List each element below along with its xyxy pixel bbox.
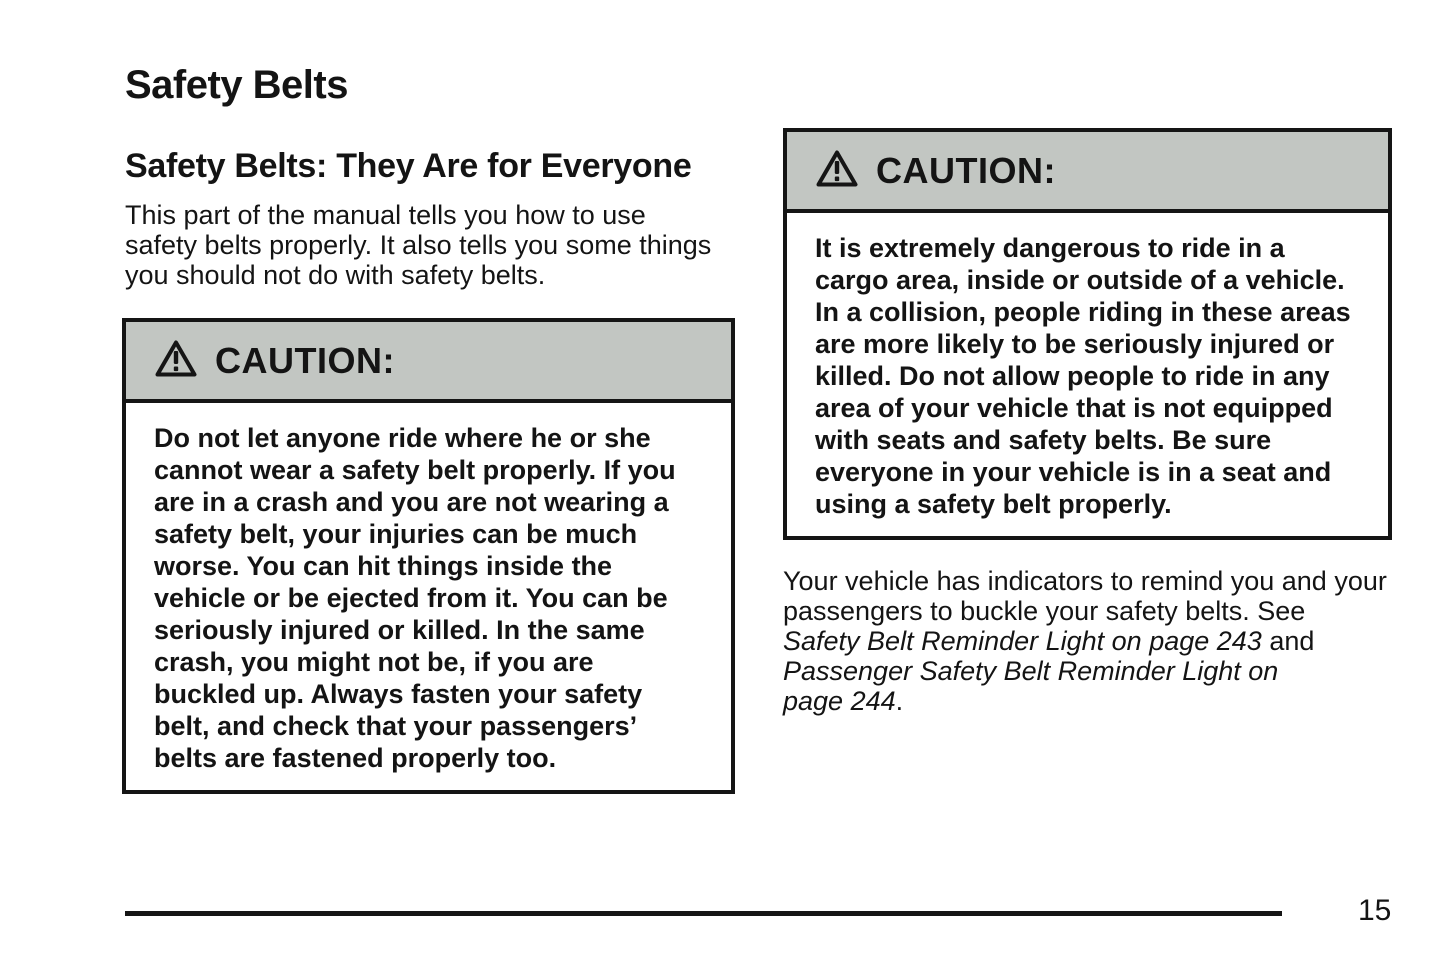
- page-number: 15: [1358, 894, 1392, 927]
- cross-reference-passenger-reminder-page: page 244: [783, 686, 896, 716]
- page-title: Safety Belts: [125, 63, 348, 107]
- section-heading: Safety Belts: They Are for Everyone: [125, 147, 692, 185]
- caution-box-right: [783, 128, 1392, 540]
- caution-box-left: [122, 318, 735, 794]
- footer-divider: [125, 911, 1282, 916]
- reminder-paragraph: [783, 566, 1388, 716]
- intro-paragraph: This part of the manual tells you how to use safety belts properly. It also tells you some things you should not do with safety belts.: [125, 200, 712, 290]
- caution-body-text: It is extremely dangerous to ride in a cargo area, inside or outside of a vehicle. In a collision, people riding in these areas are more likely to be seriously injured or killed. Do not allow people to ride in any area of your vehicle that is not equipped with seats and safety belts. Be sure everyone in your vehicle is in a seat and using a safety belt properly.: [815, 233, 1351, 519]
- reminder-text: Your vehicle has indicators to remind you and your passengers to buckle your safety belts. See: [783, 566, 1387, 626]
- caution-label: CAUTION:: [215, 339, 395, 381]
- cross-reference-passenger-reminder: Passenger Safety Belt Reminder Light on: [783, 656, 1279, 686]
- reminder-text: .: [895, 686, 904, 716]
- caution-header: [126, 322, 731, 403]
- warning-triangle-icon: [154, 339, 198, 383]
- caution-header: [787, 132, 1388, 213]
- caution-body-text: Do not let anyone ride where he or she cannot wear a safety belt properly. If you are in a crash and you are not wearing a safety belt, your injuries can be much worse. You can hit things inside the vehicle or be ejected from it. You can be seriously injured or killed. In the same crash, you might not be, if you are buckled up. Always fasten your safety belt, and check that your passengers’ belts are fastened properly too.: [154, 423, 676, 773]
- reminder-text: and: [1261, 626, 1315, 656]
- warning-triangle-icon: [815, 149, 859, 193]
- caution-label: CAUTION:: [876, 149, 1056, 191]
- cross-reference-safety-belt-reminder: Safety Belt Reminder Light on page 243: [783, 626, 1262, 656]
